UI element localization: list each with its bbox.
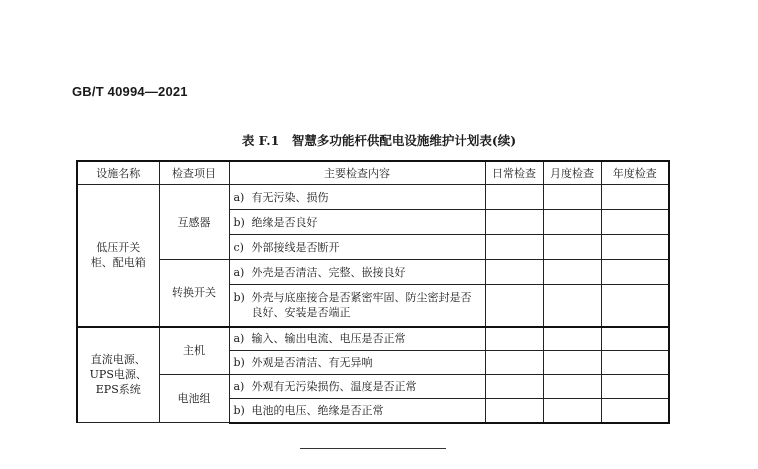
monthly-check-cell bbox=[543, 351, 601, 375]
maintenance-plan-table bbox=[76, 160, 670, 424]
daily-check-cell bbox=[485, 351, 543, 375]
table-row bbox=[77, 260, 669, 285]
yearly-check-cell bbox=[601, 185, 669, 210]
monthly-check-cell bbox=[543, 375, 601, 399]
item-cell: 转换开关 bbox=[159, 260, 229, 327]
daily-check-cell bbox=[485, 285, 543, 327]
content-cell: a) 输入、输出电流、电压是否正常 bbox=[229, 327, 485, 351]
daily-check-cell bbox=[485, 399, 543, 423]
daily-check-cell bbox=[485, 260, 543, 285]
daily-check-cell bbox=[485, 327, 543, 351]
content-cell: c) 外部接线是否断开 bbox=[229, 235, 485, 260]
table-row bbox=[77, 185, 669, 210]
yearly-check-cell bbox=[601, 210, 669, 235]
facility-cell: 低压开关柜、配电箱 bbox=[77, 185, 159, 327]
table-row bbox=[77, 375, 669, 399]
monthly-check-cell bbox=[543, 185, 601, 210]
content-cell: b) 绝缘是否良好 bbox=[229, 210, 485, 235]
monthly-check-cell bbox=[543, 210, 601, 235]
yearly-check-cell bbox=[601, 235, 669, 260]
header-monthly: 月度检查 bbox=[543, 161, 601, 185]
facility-cell: 直流电源、UPS电源、EPS系统 bbox=[77, 327, 159, 423]
content-cell: b) 外壳与底座接合是否紧密牢固、防尘密封是否良好、安装是否端正 bbox=[229, 285, 485, 327]
yearly-check-cell bbox=[601, 327, 669, 351]
footer-rule bbox=[300, 448, 446, 449]
header-facility: 设施名称 bbox=[77, 161, 159, 185]
yearly-check-cell bbox=[601, 399, 669, 423]
yearly-check-cell bbox=[601, 375, 669, 399]
item-cell: 主机 bbox=[159, 327, 229, 375]
header-row bbox=[77, 161, 669, 185]
header-content: 主要检查内容 bbox=[229, 161, 485, 185]
monthly-check-cell bbox=[543, 260, 601, 285]
yearly-check-cell bbox=[601, 260, 669, 285]
monthly-check-cell bbox=[543, 235, 601, 260]
monthly-check-cell bbox=[543, 327, 601, 351]
daily-check-cell bbox=[485, 375, 543, 399]
table-row bbox=[77, 327, 669, 351]
content-cell: a) 有无污染、损伤 bbox=[229, 185, 485, 210]
header-item: 检查项目 bbox=[159, 161, 229, 185]
table-title: 表 F.1 智慧多功能杆供配电设施维护计划表(续) bbox=[241, 133, 517, 148]
content-cell: a) 外壳是否清洁、完整、嵌接良好 bbox=[229, 260, 485, 285]
item-cell: 电池组 bbox=[159, 375, 229, 423]
content-cell: b) 电池的电压、绝缘是否正常 bbox=[229, 399, 485, 423]
standard-code: GB/T 40994—2021 bbox=[72, 84, 188, 99]
daily-check-cell bbox=[485, 210, 543, 235]
monthly-check-cell bbox=[543, 285, 601, 327]
yearly-check-cell bbox=[601, 285, 669, 327]
item-cell: 互感器 bbox=[159, 185, 229, 260]
content-cell: b) 外观是否清洁、有无异响 bbox=[229, 351, 485, 375]
daily-check-cell bbox=[485, 185, 543, 210]
header-yearly: 年度检查 bbox=[601, 161, 669, 185]
monthly-check-cell bbox=[543, 399, 601, 423]
yearly-check-cell bbox=[601, 351, 669, 375]
daily-check-cell bbox=[485, 235, 543, 260]
header-daily: 日常检查 bbox=[485, 161, 543, 185]
content-cell: a) 外观有无污染损伤、温度是否正常 bbox=[229, 375, 485, 399]
